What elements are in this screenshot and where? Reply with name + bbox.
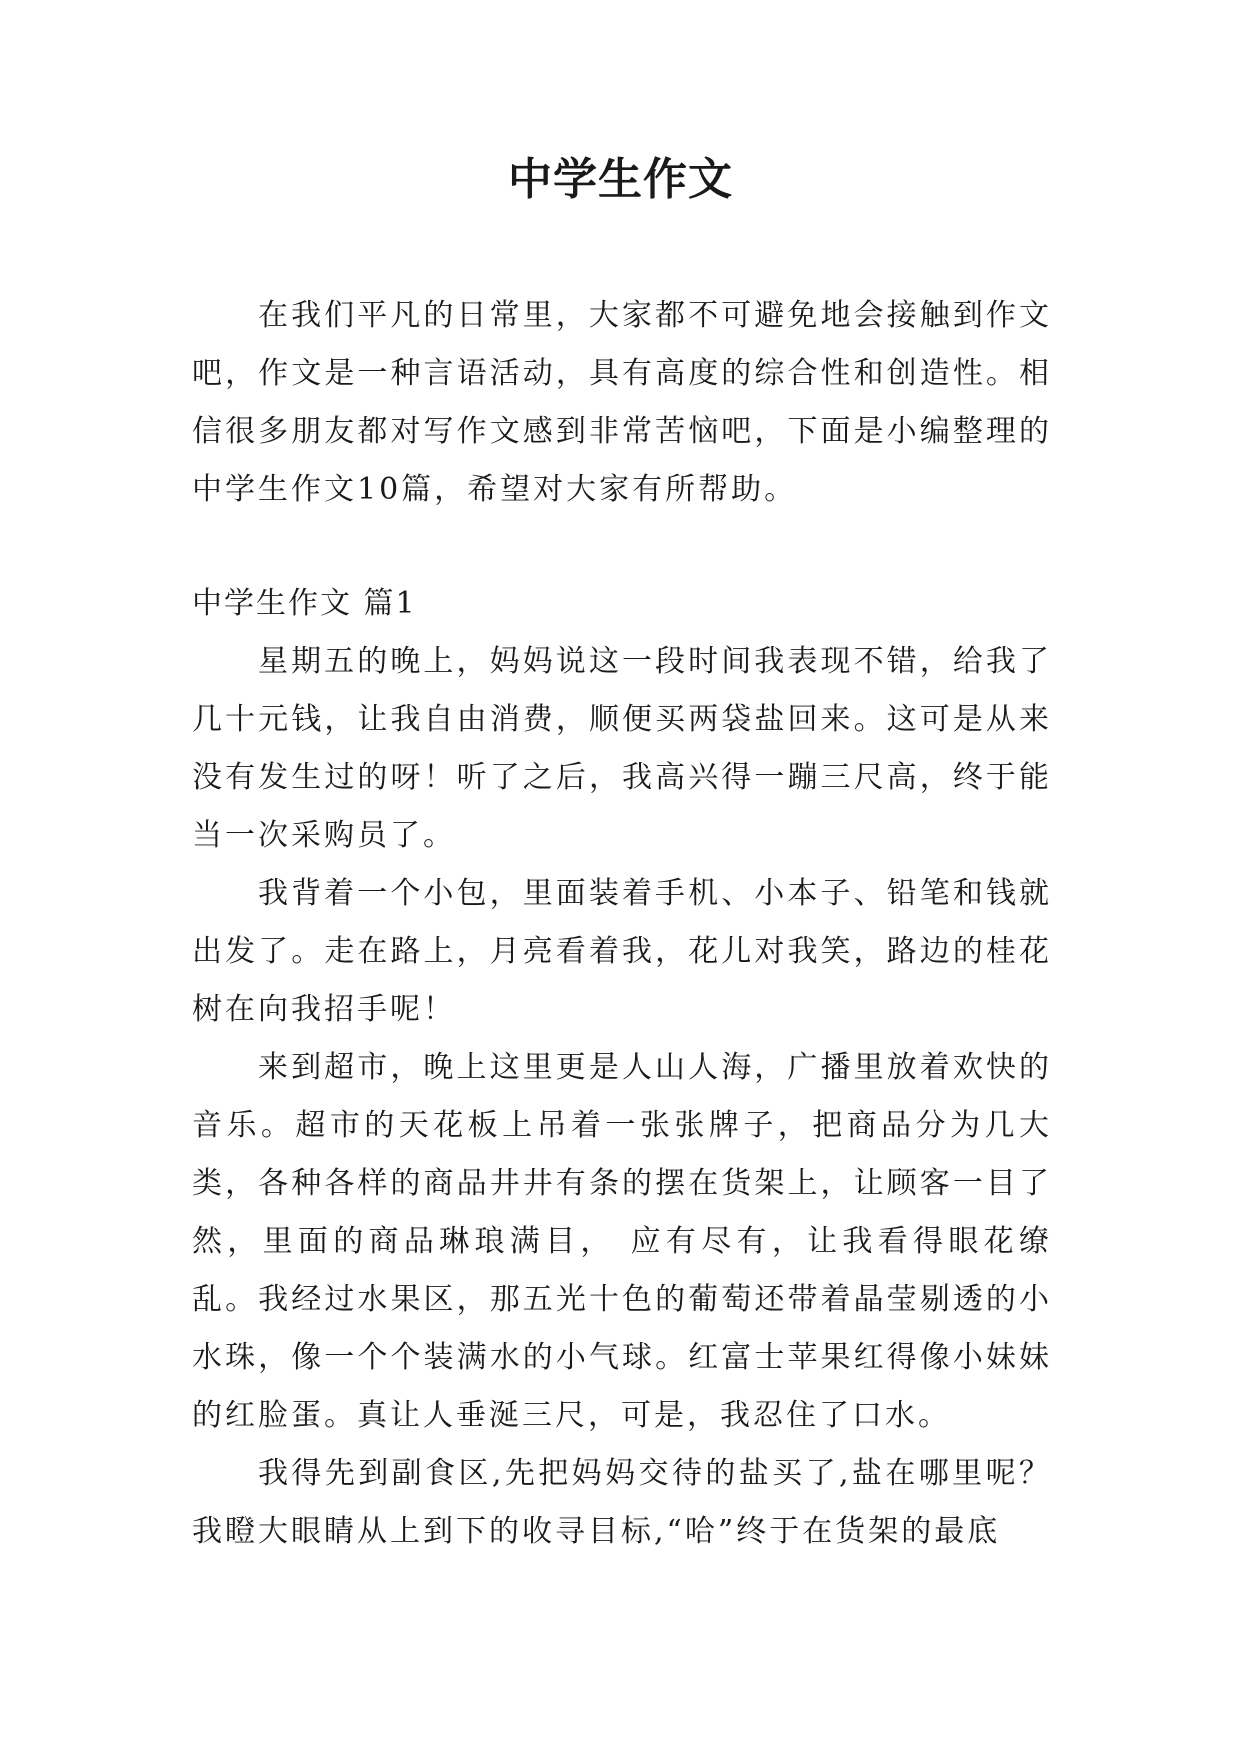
essay-paragraph: 我得先到副食区,先把妈妈交待的盐买了,盐在哪里呢？我瞪大眼睛从上到下的收寻目标,“哈”终于在货架的最底 xyxy=(192,1456,1052,1549)
intro-block xyxy=(192,287,1052,519)
essay-paragraph: 来到超市，晚上这里更是人山人海，广播里放着欢快的音乐。超市的天花板上吊着一张张牌子，把商品分为几大类，各种各样的商品井井有条的摆在货架上，让顾客一目了然，里面的商品琳琅满目， 应有尽有，让我看得眼花缭乱。我经过水果区，那五光十色的葡萄还带着晶莹剔透的小水珠，像一个个装满水的小气球。红富士苹果红得像小妹妹的红脸蛋。真让人垂涎三尺，可是，我忍住了口水。 xyxy=(192,1050,1052,1433)
essay-paragraph: 我背着一个小包，里面装着手机、小本子、铅笔和钱就出发了。走在路上，月亮看着我，花儿对我笑，路边的桂花树在向我招手呢！ xyxy=(192,876,1052,1027)
intro-paragraph: 在我们平凡的日常里，大家都不可避免地会接触到作文吧，作文是一种言语活动，具有高度的综合性和创造性。相信很多朋友都对写作文感到非常苦恼吧，下面是小编整理的中学生作文10篇，希望对大家有所帮助。 xyxy=(192,298,1052,507)
section-heading: 中学生作文 篇1 xyxy=(192,586,417,621)
essay-section xyxy=(192,575,1052,1561)
document-title: 中学生作文 xyxy=(508,154,733,205)
essay-paragraph: 星期五的晚上，妈妈说这一段时间我表现不错，给我了几十元钱，让我自由消费，顺便买两袋盐回来。这可是从来没有发生过的呀！听了之后，我高兴得一蹦三尺高，终于能当一次采购员了。 xyxy=(192,644,1052,853)
